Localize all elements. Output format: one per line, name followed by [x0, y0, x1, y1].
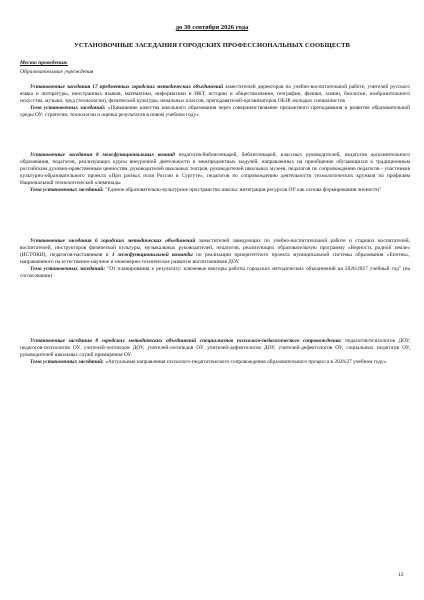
section-body: заместителей директоров по учебно-воспитательной работе, учителей русского языка и литературы, иностранных языков, математики, информатики и ИКТ, истории и обществознания, географии, физики, химии, биологии, изобразительного искусства, музыки, труд (технологии), физической культуры, начальных классов, преподавателей-организаторов ОБЗР, молодых специалистов [20, 84, 410, 104]
section-preschool-methodical-associations [20, 238, 410, 280]
venue-label: Место проведения: [20, 60, 68, 66]
page-number: 12 [398, 572, 404, 578]
section-paragraph [20, 84, 410, 105]
section-body: заместителей заведующих по учебно-воспитательной работе и старших воспитателей, воспитателей, инструкторов физической культуры, музыкальных руководителей, педагогов, реализующих образовательную программу «Верность родной земле» (ИСТОКИ), педагогов-наставников и [20, 238, 410, 258]
topic-label: Тема установочных заседаний: [30, 359, 104, 365]
event-date: до 30 сентября 2026 года [175, 24, 249, 31]
section-topic [20, 187, 410, 194]
section-paragraph [20, 338, 410, 359]
topic-text: "От планирования к результату: ключевые векторы работы городских методических объединений на 2026/2027 учебный год" (на согласовании) [20, 266, 410, 279]
section-lead: Установочные заседания 6 городских методических объединений [30, 238, 196, 244]
topic-text: "Единое образовательно-культурное пространство школы: интеграция ресурсов ОУ как основа формирования личности" [103, 187, 382, 193]
venue-value: Образовательные учреждения [20, 69, 94, 75]
section-topic [20, 105, 410, 119]
section-subject-methodical-associations [20, 84, 410, 119]
section-paragraph [20, 152, 410, 187]
section-lead: Установочные заседания 8 межфункциональных команд [30, 152, 175, 158]
section-psychological-support-specialists [20, 338, 410, 366]
section-body: педагогов-библиотекарей, библиотекарей, классных руководителей, педагогов дополнительного образования, педагогов, реализующих курсы внеурочной деятельности и межпредметных модулей, направленных на приобщение обучающихся к традиционным российским духовно-нравственным ценностям, руководителей школьных театров, руководителей школьных музеев, педагогов по сопровождению педагогов - участников культурно-образовательного проекта «При ратных поля России в Сургуте», педагогов по сопровождению деятельности технологических кружков по профилям Национальной технологической олимпиады [20, 152, 411, 186]
section-body: педагогов-психологов ДОУ, педагогов-психологов ОУ, учителей-логопедов ДОУ, учителей-логопедов ОУ, учителей-дефектологов ДОУ, учителей-дефектологов ОУ, социальных педагогов ОУ, руководителей школьных служб примирения ОУ. [20, 338, 410, 358]
topic-label: Тема установочных заседаний: [30, 266, 106, 272]
section-lead-secondary: 1 межфункциональной команды [111, 252, 193, 258]
topic-label: Тема установочных заседаний: [30, 187, 104, 193]
topic-text: «Повышение качества школьного образования через совершенствование предметного преподавания и развитие образовательной среды ОУ: стратегии, технологии и оценка результатов в новом учебном году» [20, 105, 410, 118]
topic-text: «Актуальные направления психолого-педагогического сопровождения образовательного процесса в 2026/27 учебном году» [103, 359, 387, 365]
section-cross-functional-teams [20, 152, 410, 194]
page-title: УСТАНОВОЧНЫЕ ЗАСЕДАНИЯ ГОРОДСКИХ ПРОФЕССИОНАЛЬНЫХ СООБЩЕСТВ [73, 42, 351, 49]
section-lead: Установочные заседания 8 городских методических объединений специалистов психолого-педагогического сопровождения: [30, 338, 342, 344]
section-body-secondary: по реализации приоритетного проекта муниципальной системы образования «Енотик», направленного на естественно-научное и инженерно-техническое развитие воспитанников ДОУ. [20, 252, 410, 265]
section-paragraph [20, 238, 410, 266]
section-lead: Установочные заседания 17 предметных городских методических объединений [30, 84, 224, 90]
topic-label: Тема установочных заседаний: [30, 105, 106, 111]
section-topic [20, 266, 410, 280]
section-topic [20, 359, 410, 366]
